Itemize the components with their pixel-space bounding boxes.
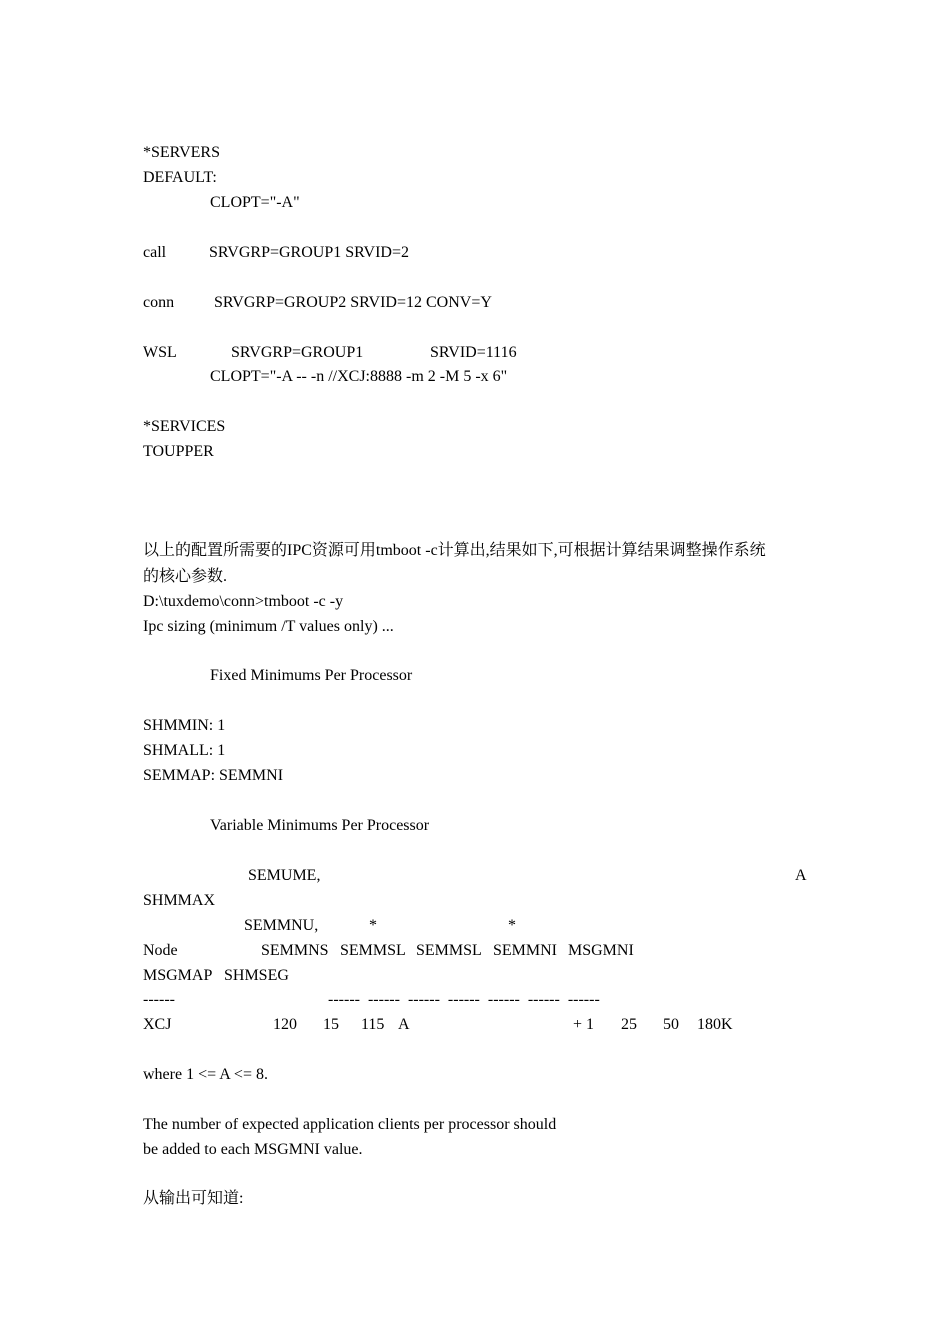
- note-line-1: The number of expected application clients per processor should: [143, 1116, 557, 1133]
- where-line: where 1 <= A <= 8.: [143, 1066, 268, 1083]
- server-call-name: call: [143, 244, 167, 261]
- a-label: A: [795, 867, 807, 884]
- server-wsl-clopt: CLOPT="-A -- -n //XCJ:8888 -m 2 -M 5 -x 6": [210, 368, 508, 385]
- semmnu-label: SEMMNU,: [244, 917, 319, 934]
- ipc-sizing-line: Ipc sizing (minimum /T values only) ...: [143, 618, 394, 635]
- row-semmni: A: [398, 1016, 410, 1033]
- separator-dashes: ------ ------ ------ ------ ------ ------ ------: [328, 991, 600, 1008]
- row-node: XCJ: [143, 1016, 172, 1033]
- semmap-line: SEMMAP: SEMMNI: [143, 767, 284, 784]
- header-semmni: SEMMNI: [493, 942, 558, 959]
- shmmin-line: SHMMIN: 1: [143, 717, 226, 734]
- description-line-1: 以上的配置所需要的IPC资源可用tmboot -c计算出,结果如下,可根据计算结果调整操作系统: [143, 542, 766, 559]
- server-conn-name: conn: [143, 294, 175, 311]
- services-header: *SERVICES: [143, 418, 226, 435]
- header-shmseg: SHMSEG: [224, 967, 289, 984]
- semume-label: SEMUME,: [248, 867, 321, 884]
- row-semmns: 120: [273, 1016, 297, 1033]
- header-node: Node: [143, 942, 178, 959]
- server-wsl-srvid: SRVID=1116: [430, 344, 517, 361]
- shmall-line: SHMALL: 1: [143, 742, 226, 759]
- fixed-minimums-title: Fixed Minimums Per Processor: [210, 667, 413, 684]
- separator-first: ------: [143, 991, 175, 1008]
- default-label: DEFAULT:: [143, 169, 217, 186]
- header-msgmap: MSGMAP: [143, 967, 213, 984]
- servers-header: *SERVERS: [143, 144, 220, 161]
- header-semmsl-1: SEMMSL: [340, 942, 406, 959]
- conclusion-line: 从输出可知道:: [143, 1190, 244, 1207]
- row-msgmap: 25: [621, 1016, 637, 1033]
- row-shmmax: 180K: [697, 1016, 733, 1033]
- row-msgmni: + 1: [573, 1016, 595, 1033]
- row-shmseg: 50: [663, 1016, 679, 1033]
- server-wsl-name: WSL: [143, 344, 177, 361]
- server-call-params: SRVGRP=GROUP1 SRVID=2: [209, 244, 409, 261]
- default-clopt: CLOPT="-A": [210, 194, 300, 211]
- variable-minimums-title: Variable Minimums Per Processor: [210, 817, 430, 834]
- shmmax-label: SHMMAX: [143, 892, 216, 909]
- tmboot-command: D:\tuxdemo\conn>tmboot -c -y: [143, 593, 344, 610]
- header-semmns: SEMMNS: [261, 942, 329, 959]
- service-toupper: TOUPPER: [143, 443, 214, 460]
- row-semmsl-2: 115: [361, 1016, 385, 1033]
- note-line-2: be added to each MSGMNI value.: [143, 1141, 363, 1158]
- description-line-2: 的核心参数.: [143, 568, 228, 585]
- server-conn-params: SRVGRP=GROUP2 SRVID=12 CONV=Y: [214, 294, 492, 311]
- server-wsl-srvgrp: SRVGRP=GROUP1: [231, 344, 364, 361]
- header-msgmni: MSGMNI: [568, 942, 634, 959]
- asterisk-2: *: [508, 917, 516, 934]
- header-semmsl-2: SEMMSL: [416, 942, 482, 959]
- row-semmsl-1: 15: [323, 1016, 339, 1033]
- asterisk-1: *: [369, 917, 377, 934]
